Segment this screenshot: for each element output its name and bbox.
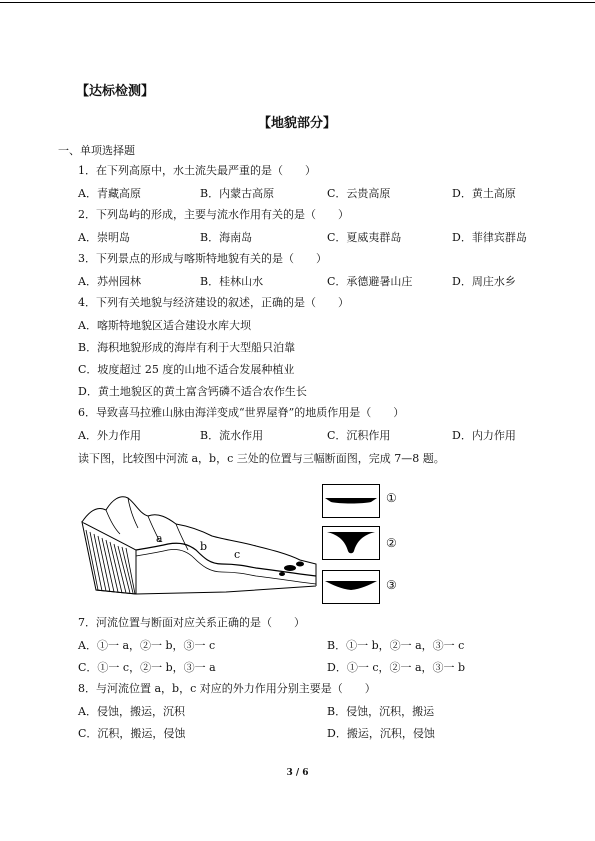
question-stem: 6．导致喜马拉雅山脉由海洋变成“世界屋脊”的地质作用是（ ）	[78, 406, 405, 419]
option: D．搬运，沉积，侵蚀	[327, 727, 435, 740]
question-stem: 3．下列景点的形成与喀斯特地貌有关的是（ ）	[78, 252, 327, 265]
question-stem: 1．在下列高原中，水土流失最严重的是（ ）	[78, 164, 316, 177]
label-b: b	[200, 540, 208, 553]
option: C．沉积作用	[327, 429, 391, 442]
question-stem: 7．河流位置与断面对应关系正确的是（ ）	[78, 616, 305, 629]
option: B．内蒙古高原	[200, 187, 275, 200]
option: D．菲律宾群岛	[452, 231, 527, 244]
part-title: 【地貌部分】	[258, 116, 337, 131]
option: A．①一 a，②一 b，③一 c	[78, 639, 216, 652]
option: D．①一 c，②一 a，③一 b	[327, 661, 466, 674]
option: A．青藏高原	[78, 187, 141, 200]
page-number: 3 / 6	[286, 768, 309, 778]
option: B．桂林山水	[200, 275, 264, 288]
option: A．外力作用	[78, 429, 141, 442]
section-label-3: ③	[386, 578, 397, 592]
section-one-heading: 一、单项选择题	[58, 144, 135, 157]
option: C．承德避暑山庄	[327, 275, 413, 288]
option: B．海南岛	[200, 231, 253, 244]
label-a: a	[156, 532, 163, 545]
option: A．侵蚀，搬运，沉积	[78, 705, 185, 718]
section-header: 【达标检测】	[76, 84, 155, 99]
label-c: c	[234, 548, 241, 561]
figure-intro: 读下图，比较图中河流 a，b，c 三处的位置与三幅断面图，完成 7—8 题。	[78, 452, 445, 465]
section-label-2: ②	[386, 536, 397, 550]
cross-section-2	[322, 526, 380, 560]
option: C．沉积，搬运，侵蚀	[78, 727, 186, 740]
option: B．海积地貌形成的海岸有利于大型船只泊靠	[78, 341, 296, 354]
option: B．侵蚀，沉积，搬运	[327, 705, 435, 718]
option: A．崇明岛	[78, 231, 130, 244]
option: D．周庄水乡	[452, 275, 516, 288]
option: A．苏州园林	[78, 275, 141, 288]
option: D．黄土高原	[452, 187, 516, 200]
option: C．夏威夷群岛	[327, 231, 402, 244]
option: D．黄土地貌区的黄土富含钙磷不适合农作生长	[78, 385, 307, 398]
option: A．喀斯特地貌区适合建设水库大坝	[78, 319, 251, 332]
option: C．云贵高原	[327, 187, 391, 200]
option: D．内力作用	[452, 429, 516, 442]
option: C．坡度超过 25 度的山地不适合发展种植业	[78, 363, 295, 376]
cross-section-3	[322, 570, 380, 604]
option: B．①一 b，②一 a，③一 c	[327, 639, 465, 652]
question-stem: 2．下列岛屿的形成，主要与流水作用有关的是（ ）	[78, 208, 349, 221]
top-rule	[0, 2, 595, 3]
section-label-1: ①	[386, 491, 397, 505]
question-stem: 8．与河流位置 a，b，c 对应的外力作用分别主要是（ ）	[78, 682, 376, 695]
cross-section-1	[322, 484, 380, 518]
option: B．流水作用	[200, 429, 264, 442]
option: C．①一 c，②一 b，③一 a	[78, 661, 216, 674]
question-stem: 4．下列有关地貌与经济建设的叙述，正确的是（ ）	[78, 296, 349, 309]
